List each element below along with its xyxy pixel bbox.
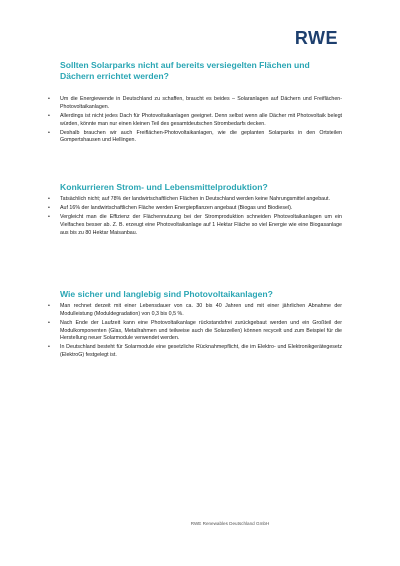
rwe-logo: RWE (294, 28, 338, 48)
list-item (48, 204, 342, 213)
footer-company: RWE Renewables Deutschland GmbH (190, 521, 270, 526)
list-item (48, 112, 342, 129)
list-item-text: Allerdings ist nicht jedes Dach für Photovoltaikanlagen geeignet. Denn selbst wenn alle Dächer mit Photovoltaik belegt würden, könnte man nur einen kleinen Teil des gesamtdeutschen Strombedarfs decken. (60, 112, 342, 127)
list-item (48, 196, 342, 204)
list-item-text: Auf 16% der landwirtschaftlichen Fläche werden Energiepflanzen angebaut (Biogas und Biodiesel). (60, 204, 293, 211)
list-item (48, 319, 342, 343)
list-item-text: Nach Ende der Laufzeit kann eine Photovoltaikanlage rückstandsfrei zurückgebaut werden und ein Großteil der Modulkomponenten (Glas, Metallrahmen und teilweise auch die Solarzellen) können recycelt und zum Beispiel für die Herstellung neuer Solarmodule verwendet werden. (60, 319, 342, 342)
list-item (48, 303, 342, 319)
list-item-text: Um die Energiewende in Deutschland zu schaffen, braucht es beides – Solaranlagen auf Dächern und Freiflächen-Photovoltaikanlagen. (60, 96, 342, 110)
section-heading: Sollten Solarparks nicht auf bereits versiegelten Flächen und Dächern errichtet werden? (60, 60, 310, 81)
bullet-icon: • (48, 196, 50, 202)
bullet-icon: • (48, 204, 50, 211)
list-item-text: Deshalb brauchen wir auch Freiflächen-Photovoltaikanlagen, wie die geplanten Solarparks in den Ortsteilen Gompertshausen und Hellingen. (60, 129, 342, 144)
list-item (48, 129, 342, 146)
bullet-icon: • (48, 112, 50, 119)
bullet-icon: • (48, 129, 50, 136)
bullet-icon: • (48, 319, 50, 326)
list-item (48, 213, 342, 237)
bullet-icon: • (48, 96, 50, 102)
section-solarparks-flaechen (48, 60, 342, 146)
section-heading: Konkurrieren Strom- und Lebensmittelproduktion? (60, 182, 268, 192)
bullet-icon: • (48, 344, 50, 351)
bullet-icon: • (48, 213, 50, 220)
bullet-list (48, 303, 342, 360)
list-item-text: Man rechnet derzeit mit einer Lebensdauer von ca. 30 bis 40 Jahren und mit einer jährlichen Abnahme der Modulleistung (Moduldegradation) von 0,3 bis 0,5 %. (60, 303, 342, 317)
list-item (48, 96, 342, 112)
list-item-text: In Deutschland besteht für Solarmodule eine gesetzliche Rücknahmepflicht, die im Elektro- und Elektronikgerätegesetz (ElektroG) festgelegt ist. (60, 344, 342, 359)
list-item-text: Tatsächlich nicht; auf 78% der landwirtschaftlichen Flächen in Deutschland werden keine Nahrungsmittel angebaut. (60, 196, 331, 202)
bullet-icon: • (48, 303, 50, 309)
section-strom-lebensmittel (48, 182, 342, 239)
bullet-list (48, 196, 342, 237)
footer (0, 521, 400, 526)
list-item (48, 344, 342, 360)
bullet-list (48, 96, 342, 145)
list-item-text: Vergleicht man die Effizienz der Flächennutzung bei der Stromproduktion schneiden Photovoltaikanlagen um ein Vielfaches besser ab. Z. B. erzeugt eine Photovoltaikanlage auf 1 Hektar Fläche so viel Energie wie eine Biogasanlage aus bis zu 80 Hektar Maisanbau. (60, 213, 342, 236)
section-sicherheit-langlebigkeit (48, 289, 342, 361)
section-heading: Wie sicher und langlebig sind Photovoltaikanlagen? (60, 289, 273, 299)
